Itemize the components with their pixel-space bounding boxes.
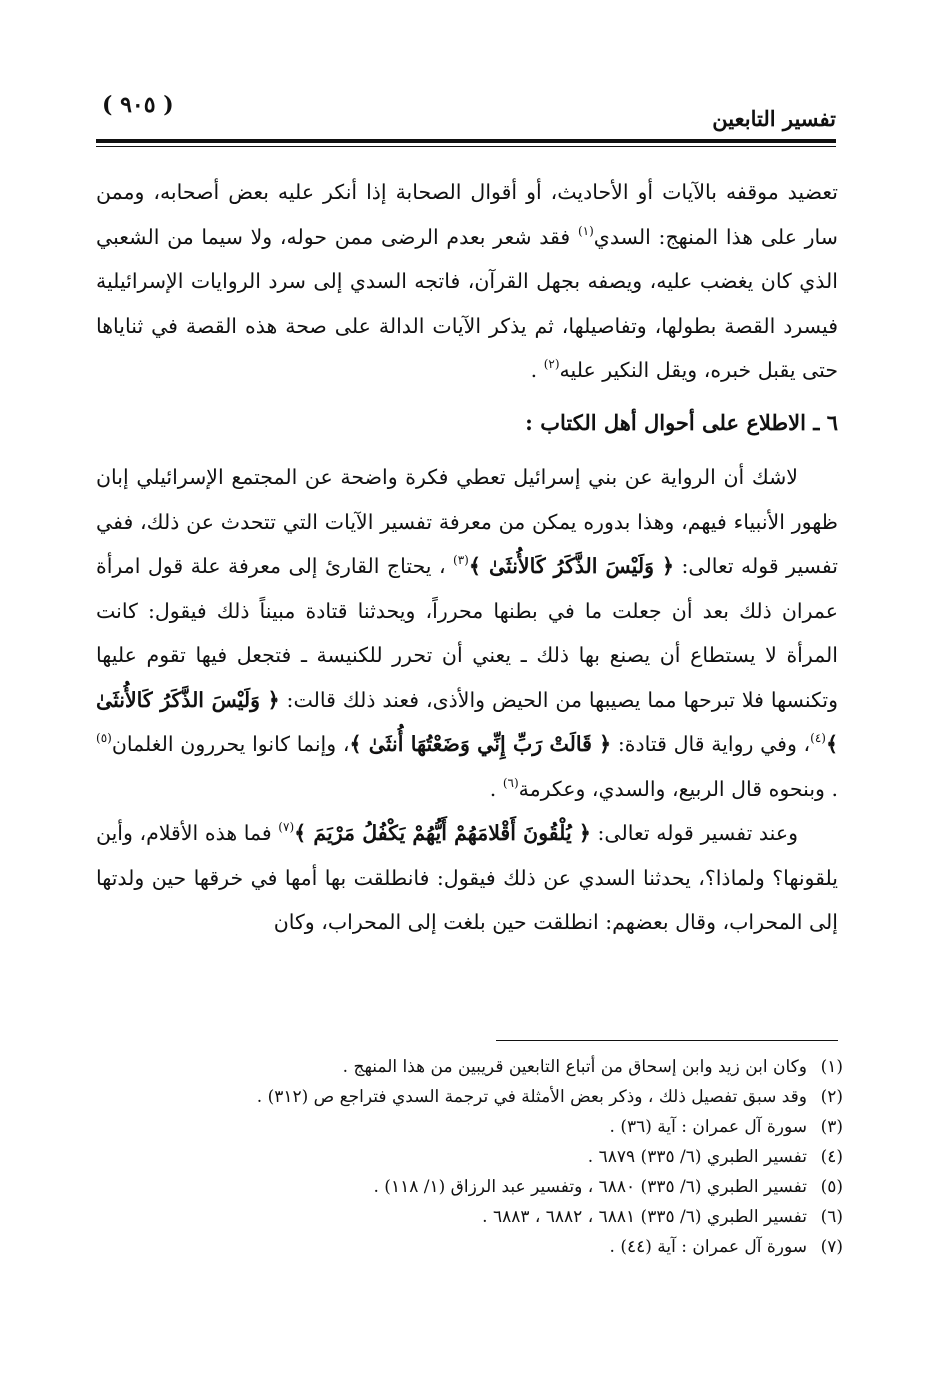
footnote-text: تفسير الطبري (٦/ ٣٣٥) ٦٨٧٩ . [587,1147,807,1167]
footnotes-list [143,1052,843,1262]
footnote-text: تفسير الطبري (٦/ ٣٣٥) ٦٨٨١ ، ٦٨٨٢ ، ٦٨٨٣ . [482,1207,807,1227]
footnote-text: وكان ابن زيد وابن إسحاق من أتباع التابعين قريبين من هذا المنهج . [342,1057,807,1077]
page-header [94,92,836,142]
footnote-ref: (٧) [278,820,295,834]
footnote-ref: (٢) [543,357,560,371]
footnote-number: (٤) [820,1147,843,1167]
section-heading: ٦ ـ الاطلاع على أحوال أهل الكتاب : [525,409,838,435]
footnote-number: (٣) [820,1117,843,1137]
quran-verse: ﴿ يُلْقُونَ أَقْلامَهُمْ أَيُّهُمْ يَكْفُلُ مَرْيَمَ ﴾ [294,821,591,845]
footnote-ref: (٦) [502,775,519,790]
footnote-ref: (٣) [453,553,469,567]
footnote-ref: (١) [577,223,594,238]
footnote-separator [496,1040,838,1041]
footnote-text: سورة آل عمران : آية (٣٦) . [609,1117,807,1137]
footnote-number: (٦) [820,1207,843,1227]
footnote-item [143,1232,843,1262]
header-rule-thin [96,146,836,147]
footnote-text: وقد سبق تفصيل ذلك ، وذكر بعض الأمثلة في ترجمة السدي فتراجع ص (٣١٢) . [256,1087,807,1107]
footnote-item [143,1202,843,1232]
footnote-item [143,1172,843,1202]
footnote-text: تفسير الطبري (٦/ ٣٣٥) ٦٨٨٠ ، وتفسير عبد الرزاق (١/ ١١٨) . [373,1177,807,1197]
footnote-ref: (٤) [810,731,826,745]
footnote-item [143,1052,843,1082]
running-title: تفسير التابعين [712,106,836,131]
header-rule [96,139,836,143]
footnote-item [143,1082,843,1112]
footnote-ref: (٥) [96,731,112,745]
footnote-number: (٥) [820,1177,843,1197]
paragraph-1: تعضيد موقفه بالآيات أو الأحاديث، أو أقوال الصحابة إذا أنكر عليه بعض أصحابه، وممن سار على هذا المنهج: السدي$^{(١)}$ فقد شعر بعدم الرضى ممن حوله، ولا سيما من الشعبي الذي كان يغضب عليه، ويصفه بجهل القرآن، فاتجه السدي إلى سرد الروايات الإسرائيلية فيسرد القصة بطولها، وتفاصيلها، ثم يذكر الآيات الدالة على صحة هذه القصة في ثناياها حتى يقبل خبره، ويقل النكير عليه$^{(٢)}$ . [96,180,838,382]
quran-verse: ﴿ قَالَتْ رَبِّ إِنِّي وَضَعْتُهَا أُنثَىٰ ﴾ [349,732,612,756]
quran-verse: ﴿ وَلَيْسَ الذَّكَرُ كَالأُنثَىٰ ﴾ [96,687,838,756]
footnote-item [143,1112,843,1142]
footnote-text: سورة آل عمران : آية (٤٤) . [609,1237,807,1257]
footnote-item [143,1142,843,1172]
footnote-number: (٢) [820,1087,843,1107]
page-number: ( ٩٠٥ ) [102,92,174,118]
main-text [96,170,838,945]
footnote-number: (٧) [820,1237,843,1257]
quran-verse: ﴿ وَلَيْسَ الذَّكَرُ كَالأُنثَىٰ ﴾ [468,554,675,578]
paragraph-2: لاشك أن الرواية عن بني إسرائيل تعطي فكرة واضحة عن المجتمع الإسرائيلي إبان ظهور الأنبياء فيهم، وهذا بدوره يمكن من معرفة تفسير الآيات التي تتحدث عن ذلك، ففي تفسير قوله تعالى: ﴿ وَلَيْسَ الذَّكَرُ كَالأُنثَىٰ ﴾$^{(٣)}$ ، يحتاج القارئ إلى معرفة علة قول امرأة عمران ذلك بعد أن جعلت ما في بطنها محرراً، ويحدثنا قتادة مبيناً ذلك فيقول: كانت المرأة لا يستطاع أن يصنع بها ذلك ـ يعني أن تحرر للكنيسة ـ فتجعل فيها تقوم عليها وتكنسها فلا تبرحها مما يصيبها من الحيض والأذى، فعند ذلك قالت: ﴿ وَلَيْسَ الذَّكَرُ كَالأُنثَىٰ ﴾$^{(٤)}$، وفي رواية قال قتادة: ﴿ قَالَتْ رَبِّ إِنِّي وَضَعْتُهَا أُنثَىٰ ﴾، وإنما كانوا يحررون الغلمان$^{(٥)}$ . وبنحوه قال الربيع، والسدي، وعكرمة$^{(٦)}$ . [96,465,838,801]
footnote-number: (١) [820,1057,843,1077]
paragraph-3: وعند تفسير قوله تعالى: ﴿ يُلْقُونَ أَقْلامَهُمْ أَيُّهُمْ يَكْفُلُ مَرْيَمَ ﴾$^{(٧)}$ فما هذه الأقلام، وأين يلقونها؟ ولماذا؟، يحدثنا السدي عن ذلك فيقول: فانطلقت بها أمها في خرقها حين ولدتها إلى المحراب، وقال بعضهم: انطلقت حين بلغت إلى المحراب، وكان [96,820,838,934]
